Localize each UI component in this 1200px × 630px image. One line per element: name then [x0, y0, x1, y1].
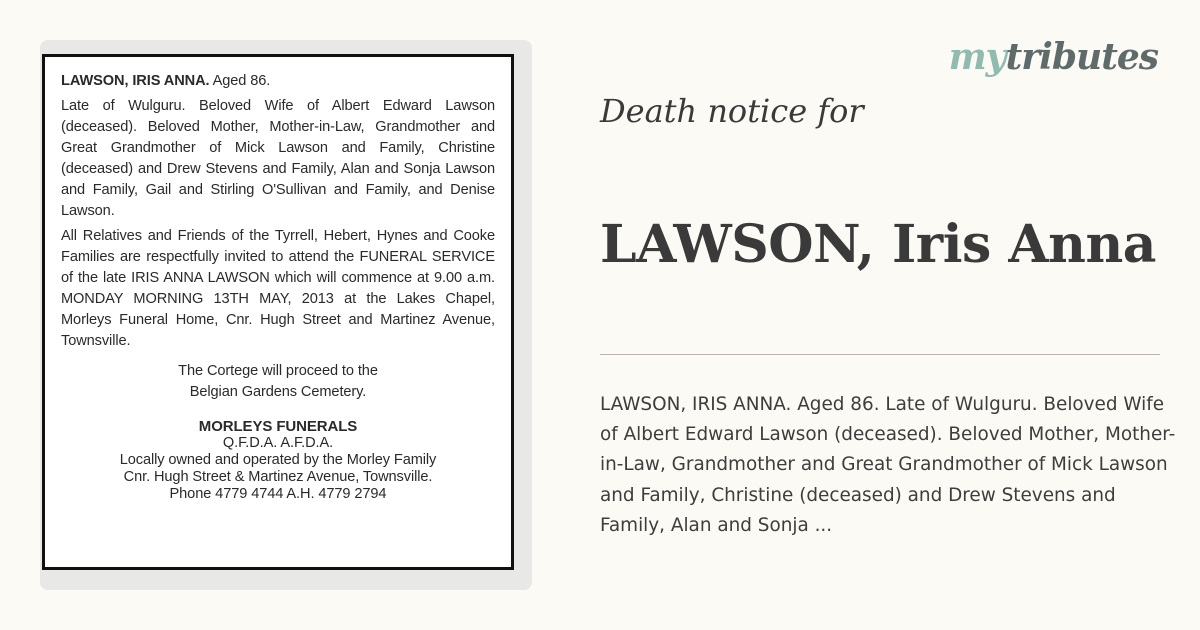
funeral-home-block: [61, 418, 495, 503]
funeral-home-name: MORLEYS FUNERALS: [198, 418, 358, 435]
mytributes-logo[interactable]: [949, 36, 1158, 78]
funeral-home-phone: Phone 4779 4744 A.H. 4779 2794: [169, 486, 387, 502]
notice-summary-text: LAWSON, IRIS ANNA. Aged 86. Late of Wulguru. Beloved Wife of Albert Edward Lawson (deceased). Beloved Mother, Mother-in-Law, Grandmother and Great Grandmother of Mick Lawson and Family, Christine (deceased) and Drew Stevens and Family, Alan and Sonja ...: [600, 394, 1176, 536]
death-notice-label: Death notice for: [600, 92, 864, 130]
notice-paragraph-service: All Relatives and Friends of the Tyrrell, Hebert, Hynes and Cooke Families are respectfully invited to attend the FUNERAL SERVICE of the late IRIS ANNA LAWSON which will commence at 9.00 a.m. MONDAY MORNING 13TH MAY, 2013 at the Lakes Chapel, Morleys Funeral Home, Cnr. Hugh Street and Martinez Avenue, Townsville.: [61, 228, 495, 349]
logo-part-my: my: [948, 36, 1006, 78]
divider: [600, 354, 1160, 355]
notice-cortege: [61, 361, 495, 403]
death-notice-clipping: [42, 54, 514, 570]
notice-heading: [61, 71, 495, 92]
notice-heading-name: LAWSON, IRIS ANNA.: [61, 73, 210, 89]
notice-paragraph-family: Late of Wulguru. Beloved Wife of Albert Edward Lawson (deceased). Beloved Mother, Mother-in-Law, Grandmother and Great Grandmother of Mick Lawson and Family, Christine (deceased) and Drew Stevens and Family, Alan and Sonja Lawson and Family, Gail and Stirling O'Sullivan and Family, and Denise Lawson.: [61, 98, 495, 219]
deceased-name-title: LAWSON, Iris Anna: [600, 214, 1156, 275]
logo-part-tributes: tributes: [1005, 36, 1158, 78]
cortege-line-2: Belgian Gardens Cemetery.: [189, 384, 367, 400]
funeral-home-ownership: Locally owned and operated by the Morley Family: [119, 452, 437, 468]
funeral-home-accreditation: Q.F.D.A. A.F.D.A.: [222, 435, 334, 451]
notice-heading-age: Aged 86.: [212, 73, 271, 89]
funeral-home-address: Cnr. Hugh Street & Martinez Avenue, Townsville.: [123, 469, 433, 485]
notice-text-body: [49, 61, 507, 563]
cortege-line-1: The Cortege will proceed to the: [178, 363, 378, 379]
